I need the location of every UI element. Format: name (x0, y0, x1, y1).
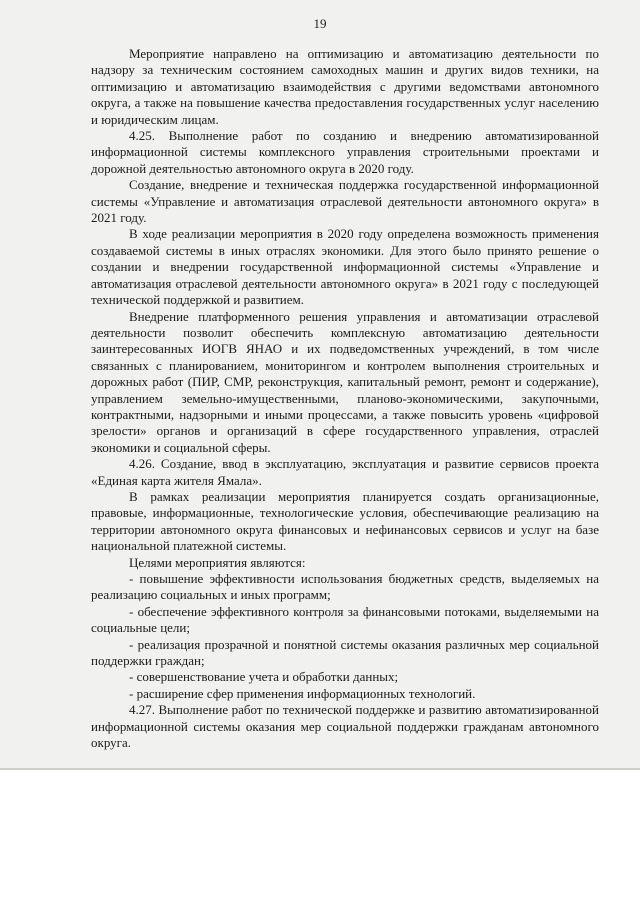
list-item: - расширение сфер применения информационных технологий. (129, 685, 476, 701)
list-item: - совершенствование учета и обработки данных; (129, 669, 399, 685)
paragraph: 4.27. Выполнение работ по технической поддержке и развитию автоматизированной информационной системы оказания мер социальной поддержки гражданам автономного округа. (91, 702, 599, 751)
paragraph: Мероприятие направлено на оптимизацию и автоматизацию деятельности по надзору за техническим состоянием самоходных машин и других видов техники, на оптимизацию и автоматизацию взаимодействия с другими ведомствами автономного округа, а также на повышение качества предоставления государственных услуг населению и юридическим лицам. (91, 46, 599, 127)
list-item: - реализация прозрачной и понятной системы оказания различных мер социальной поддержки граждан; (91, 636, 599, 669)
list-item: - обеспечение эффективного контроля за финансовыми потоками, выделяемыми на социальные цели; (91, 603, 599, 636)
blank-area (0, 770, 640, 905)
paragraph: В ходе реализации мероприятия в 2020 году определена возможность применения создаваемой системы в иных отраслях экономики. Для этого было принято решение о создании и внедрении государственной информационной системы «Управление и автоматизация отраслевой деятельности автономного округа» в 2021 году с последующей технической поддержкой и развитием. (91, 226, 599, 308)
list-item: - повышение эффективности использования бюджетных средств, выделяемых на реализацию социальных и иных программ; (91, 571, 599, 603)
paragraph: Создание, внедрение и техническая поддержка государственной информационной системы «Управление и автоматизация отраслевой деятельности автономного округа» в 2021 году. (91, 177, 599, 226)
page-number: 19 (313, 16, 327, 31)
document-body (91, 46, 599, 751)
paragraph: 4.26. Создание, ввод в эксплуатацию, эксплуатация и развитие сервисов проекта «Единая карта жителя Ямала». (91, 456, 599, 488)
paragraph: Целями мероприятия являются: (129, 554, 306, 570)
paragraph: Внедрение платформенного решения управления и автоматизации отраслевой деятельности позволит обеспечить комплексную автоматизацию деятельности заинтересованных ИОГВ ЯНАО и их подведомственных учреждений, в том числе связанных с планированием, мониторингом и контролем выполнения строительных и дорожных работ (ПИР, СМР, реконструкция, капитальный ремонт, ремонт и содержание), управлением земельно-имущественными, планово-экономическими, закупочными, контрактными, надзорными и иными процессами, а также повысить уровень «цифровой зрелости» органов и организаций в сфере государственного управления, отраслей экономики и социальной сферы. (91, 308, 599, 455)
paragraph: 4.25. Выполнение работ по созданию и внедрению автоматизированной информационной системы комплексного управления строительными проектами и дорожной деятельностью автономного округа в 2020 году. (91, 128, 599, 176)
paragraph: В рамках реализации мероприятия планируется создать организационные, правовые, информационные, технологические условия, обеспечивающие реализацию на территории автономного округа финансовых и нефинансовых сервисов и услуг на базе национальной платежной системы. (91, 488, 599, 554)
